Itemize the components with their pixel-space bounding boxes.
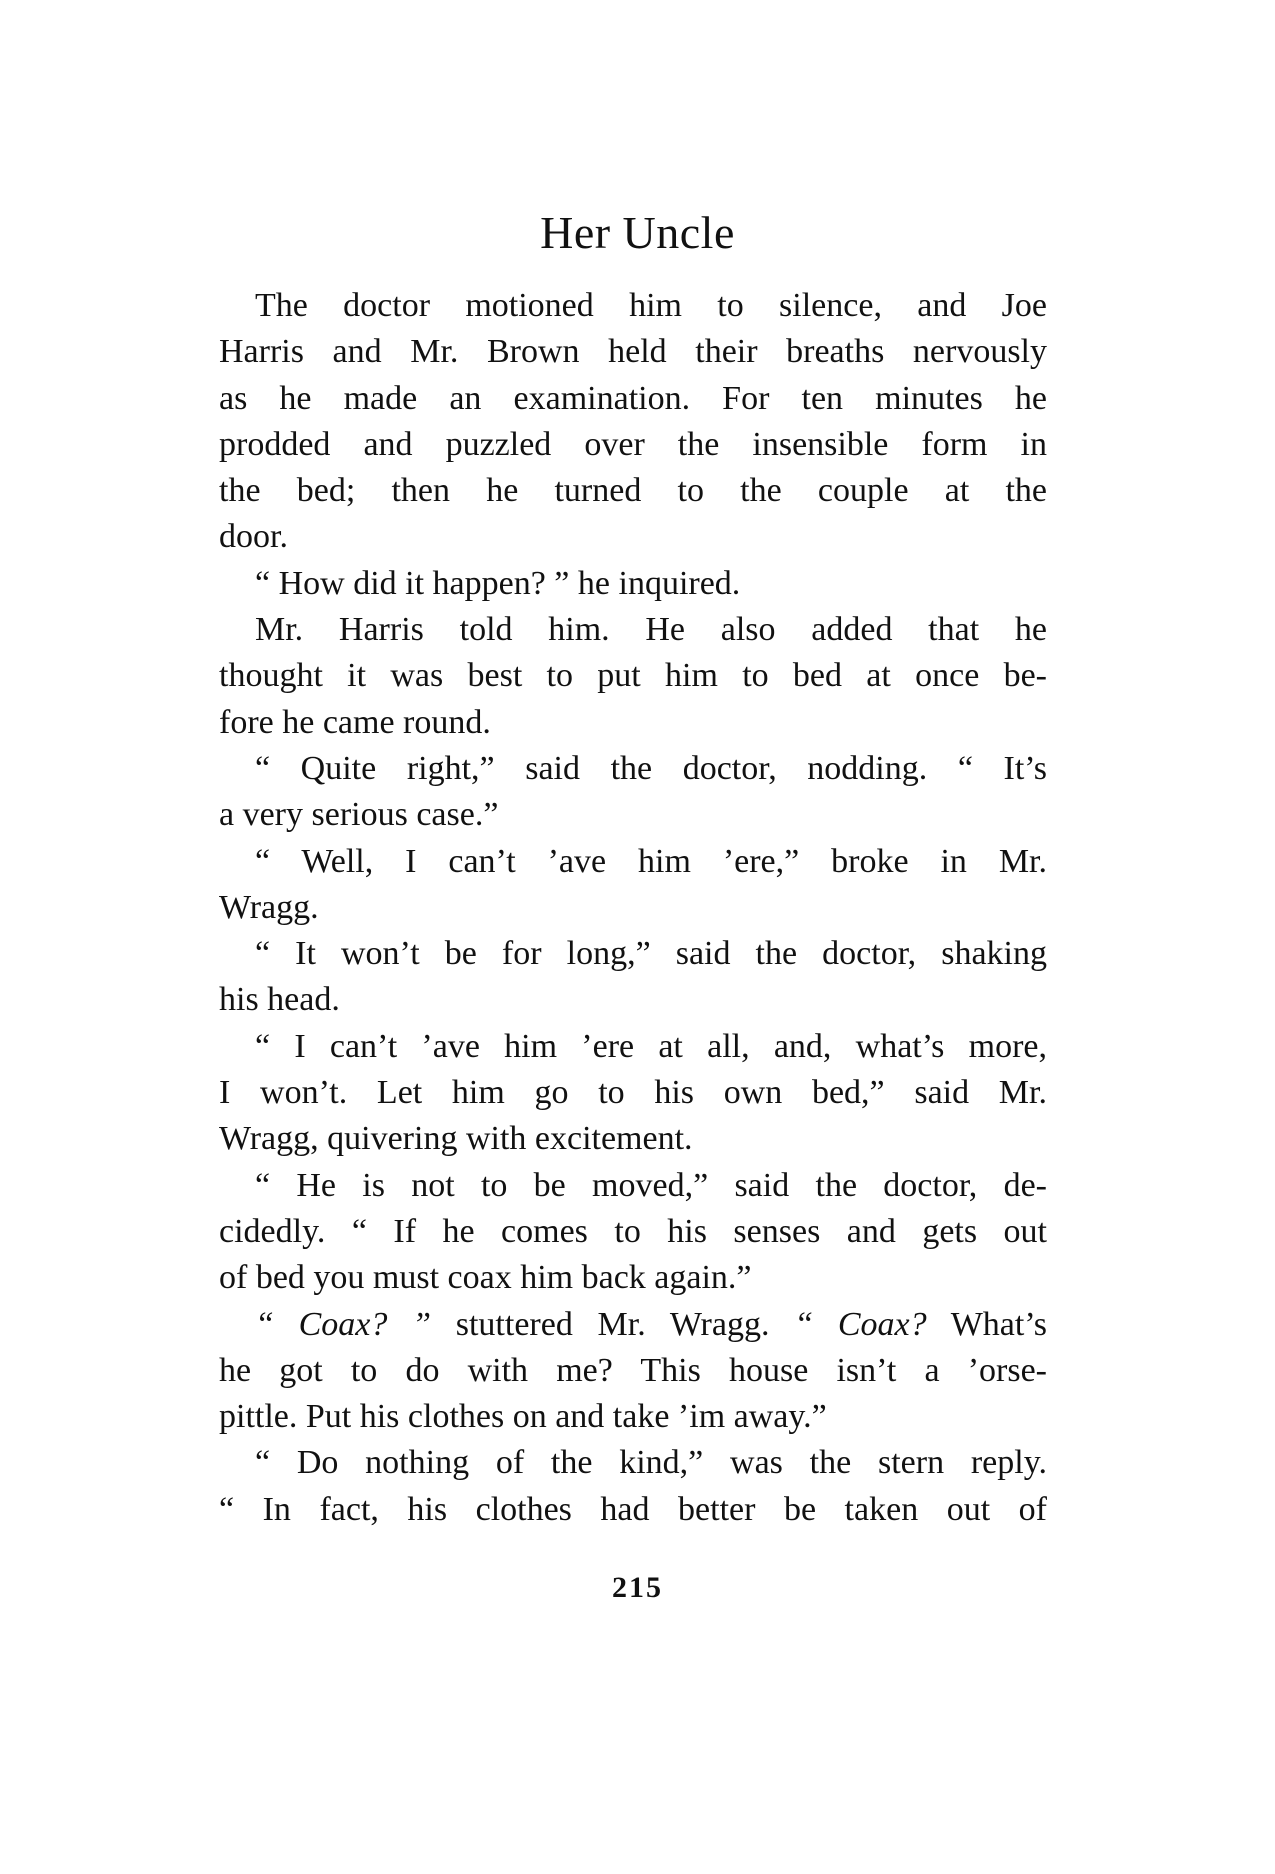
text-line: I won’t. Let him go to his own bed,” said Mr.	[219, 1074, 1047, 1112]
text-segment: What’s	[926, 1305, 1048, 1343]
text-line: the bed; then he turned to the couple at the	[219, 472, 1047, 510]
text-line: Wragg.	[219, 888, 319, 926]
text-line: “ Quite right,” said the doctor, nodding. “ It’s	[255, 749, 1047, 787]
text-line: door.	[219, 518, 288, 556]
text-line: prodded and puzzled over the insensible form in	[219, 425, 1047, 463]
text-line	[219, 1302, 1047, 1348]
text-line: thought it was best to put him to bed at once be-	[219, 657, 1047, 695]
text-line: Wragg, quivering with excitement.	[219, 1120, 693, 1158]
running-head: Her Uncle	[540, 207, 735, 258]
text-line: his head.	[219, 981, 340, 1019]
text-line: “ Well, I can’t ’ave him ’ere,” broke in Mr.	[255, 842, 1047, 880]
text-line: fore he came round.	[219, 703, 491, 741]
text-line: of bed you must coax him back again.”	[219, 1259, 752, 1297]
text-line: Harris and Mr. Brown held their breaths nervously	[219, 333, 1047, 371]
text-line: “ It won’t be for long,” said the doctor, shaking	[255, 935, 1047, 973]
text-segment: stuttered Mr. Wragg.	[431, 1305, 795, 1343]
body-text	[219, 283, 1047, 1533]
text-line: Mr. Harris told him. He also added that he	[255, 611, 1047, 649]
italic-text: “ Coax?	[794, 1305, 927, 1343]
text-line: he got to do with me? This house isn’t a ’orse-	[219, 1351, 1047, 1389]
text-line: “ Do nothing of the kind,” was the stern reply.	[255, 1444, 1047, 1482]
text-line: “ In fact, his clothes had better be taken out of	[219, 1490, 1047, 1528]
page-number: 215	[612, 1571, 663, 1604]
italic-text: “ Coax? ”	[255, 1305, 432, 1343]
text-line: “ He is not to be moved,” said the doctor, de-	[255, 1166, 1047, 1204]
text-line: “ How did it happen? ” he inquired.	[255, 564, 741, 602]
text-line: a very serious case.”	[219, 796, 499, 834]
text-line: as he made an examination. For ten minutes he	[219, 379, 1047, 417]
text-line: The doctor motioned him to silence, and Joe	[255, 287, 1047, 324]
text-line: “ I can’t ’ave him ’ere at all, and, what’s more,	[255, 1027, 1047, 1065]
text-line: pittle. Put his clothes on and take ’im away.”	[219, 1398, 827, 1436]
text-line: cidedly. “ If he comes to his senses and gets out	[219, 1212, 1047, 1250]
